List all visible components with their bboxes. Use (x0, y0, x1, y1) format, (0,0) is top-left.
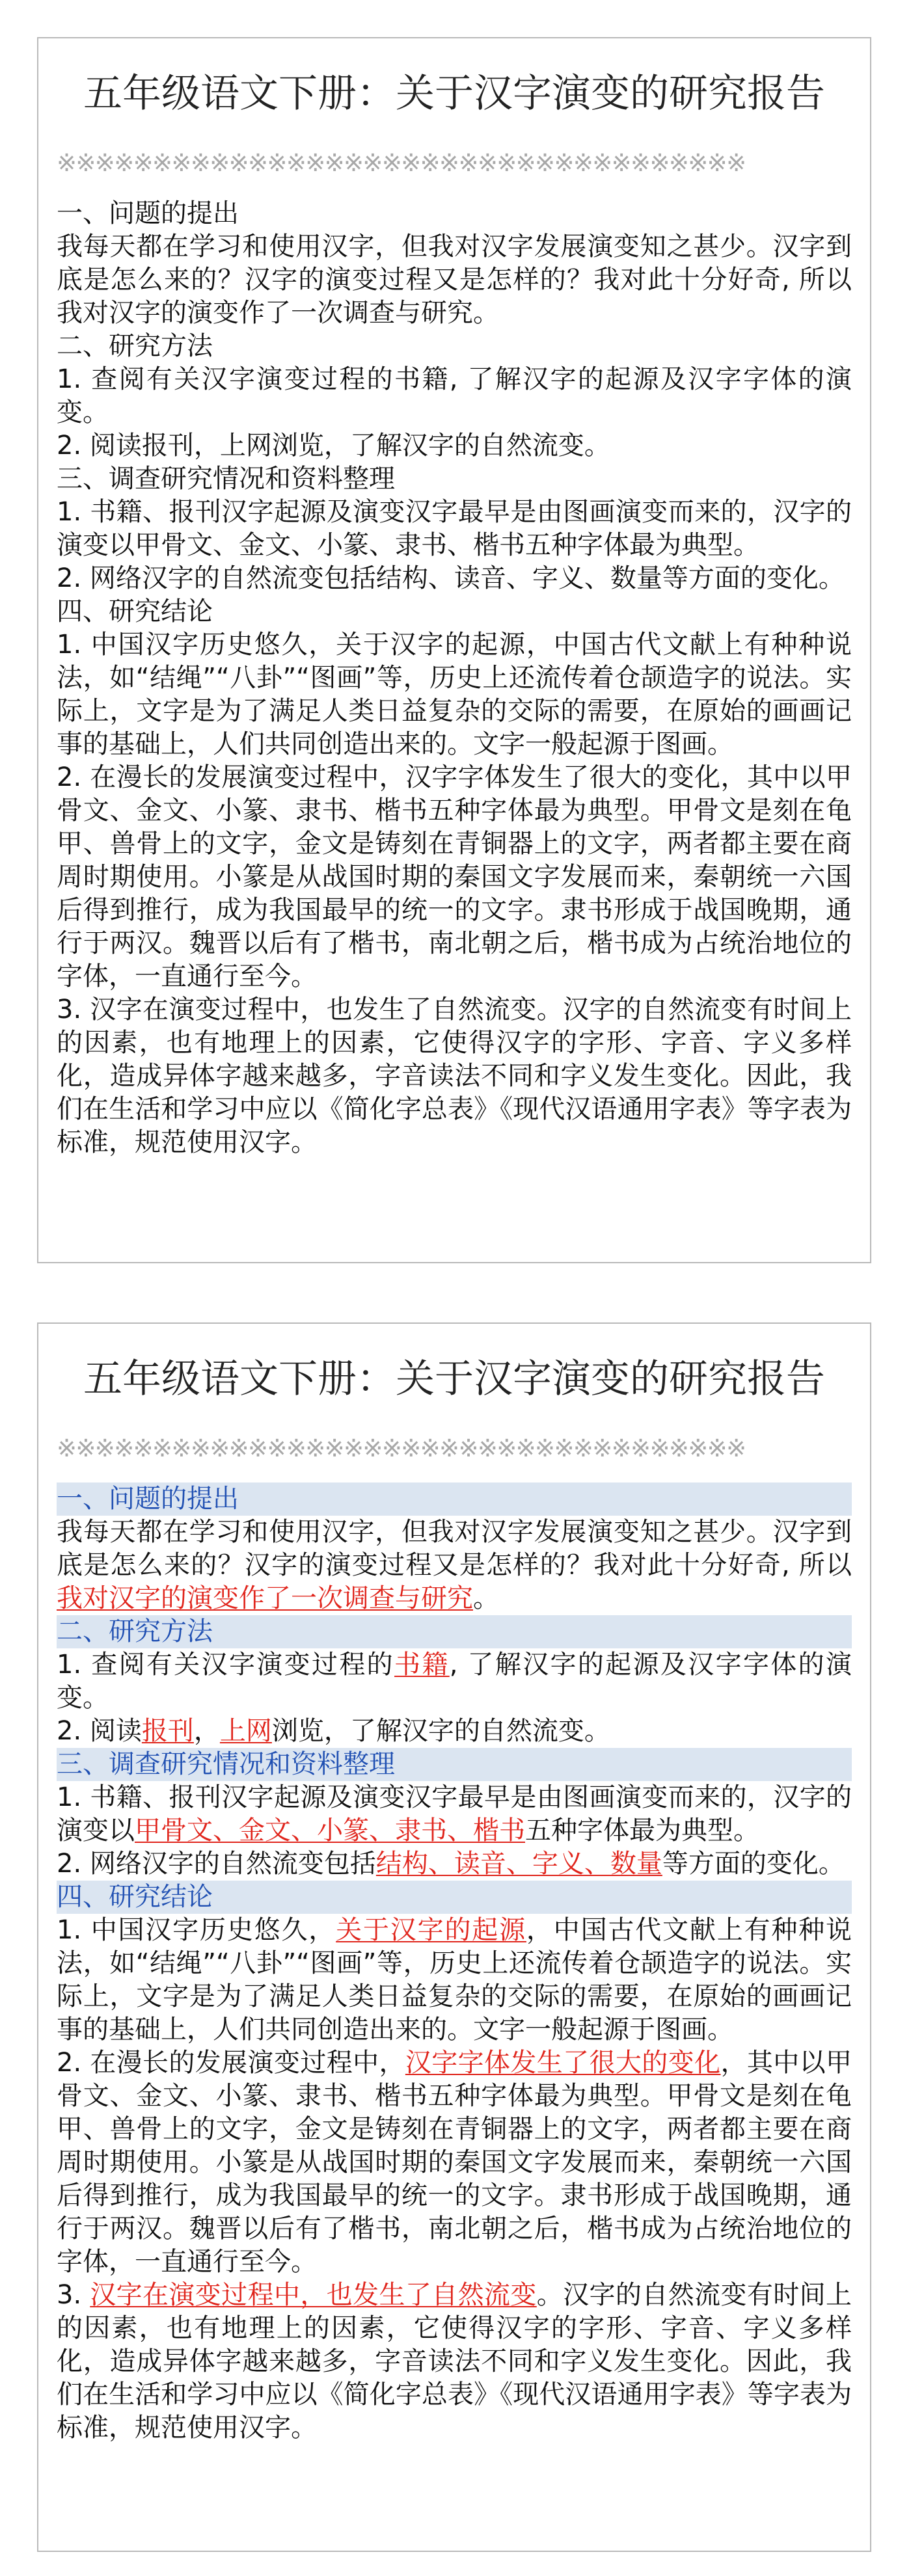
text-segment: ， (193, 1716, 220, 1746)
text-segment: 关于汉字的起源 (336, 630, 526, 660)
annotated-key-phrase: 甲骨文、金文、小篆、隶书、楷书 (135, 1816, 525, 1845)
text-segment: ，中国古代文献上有种种说法，如“结绳”“八卦”“图画”等，历史上还流传着仓颉造字的说法。实际上，文字是为了满足人类日益复杂的交际的需要，在原始的画画记事的基础上，人们共同创造出来的。文字一般起源于图画。 (57, 630, 852, 759)
text-segment: 2. 网络汉字的自然流变包括 (57, 1849, 376, 1879)
text-segment: 我对汉字的演变作了一次调查与研究 (57, 298, 473, 328)
section-4-para-2 (57, 2046, 852, 2279)
document-page-plain (37, 37, 871, 1263)
annotated-key-phrase: 我对汉字的演变作了一次调查与研究 (57, 1583, 473, 1613)
section-3-para-1 (57, 496, 852, 562)
section-heading-1: 一、问题的提出 (57, 198, 239, 228)
text-segment: 1. 中国汉字历史悠久， (57, 630, 336, 660)
text-segment: 我每天都在学习和使用汉字，但我对汉字发展演变知之甚少。汉字到底是怎么来的？汉字的演变过程又是怎样的？我对此十分好奇, 所以 (57, 1517, 852, 1580)
text-segment: 报刊 (141, 431, 194, 461)
section-heading-4: 四、研究结论 (57, 597, 213, 626)
section-2-para-1 (57, 1648, 852, 1715)
annotated-key-phrase: 汉字字体发生了很大的变化 (405, 2048, 721, 2078)
text-segment: 书籍 (394, 364, 450, 394)
section-3-para-2 (57, 1847, 852, 1881)
annotated-key-phrase: 关于汉字的起源 (336, 1915, 526, 1945)
decorative-divider: ※※※※※※※※※※※※※※※※※※※※※※※※※※※※※※※※※※※※ (57, 1434, 746, 1462)
section-heading-3-highlighted: 三、调查研究情况和资料整理 (57, 1748, 852, 1781)
text-segment: 2. 阅读 (57, 1716, 142, 1746)
section-heading-4-highlighted: 四、研究结论 (57, 1881, 852, 1914)
section-3-para-1 (57, 1781, 852, 1847)
section-4-para-3 (57, 993, 852, 1159)
text-segment: 1. 查阅有关汉字演变过程的 (57, 1650, 395, 1680)
text-segment: 2. 阅读 (57, 431, 142, 461)
document-title: 五年级语文下册：关于汉字演变的研究报告 (83, 71, 825, 116)
text-segment: 等方面的变化。 (662, 563, 845, 593)
text-segment: 1. 查阅有关汉字演变过程的 (57, 364, 395, 394)
annotated-key-phrase: 书籍 (394, 1650, 450, 1680)
report-body-annotated (57, 1483, 852, 2445)
text-segment: 2. 在漫长的发展演变过程中， (57, 2048, 405, 2078)
document-page-annotated (37, 1322, 871, 2552)
text-segment: 1. 书籍、报刊汉字起源及演变汉字最早是由图画演变而来的，汉字的演变以 (57, 1782, 852, 1845)
decorative-divider: ※※※※※※※※※※※※※※※※※※※※※※※※※※※※※※※※※※※※ (57, 149, 746, 177)
text-segment: 上网 (219, 431, 272, 461)
section-heading-2-highlighted: 二、研究方法 (57, 1615, 852, 1648)
text-segment: ， (193, 431, 220, 461)
text-segment: 。 (473, 298, 499, 328)
text-segment: 五种字体最为典型。 (525, 1816, 759, 1845)
text-segment: 2. 网络汉字的自然流变包括 (57, 563, 376, 593)
text-segment: 甲骨文、金文、小篆、隶书、楷书 (135, 530, 525, 560)
text-segment: 1. 中国汉字历史悠久， (57, 1915, 336, 1945)
text-segment: 。汉字的自然流变有时间上的因素，也有地理上的因素，它使得汉字的字形、字音、字义多样化，造成异体字越来越多，字音读法不同和字义发生变化。因此，我们在生活和学习中应以《简化字总表》《现代汉语通用字表》等字表为标准，规范使用汉字。 (57, 995, 852, 1157)
document-title: 五年级语文下册：关于汉字演变的研究报告 (83, 1356, 825, 1402)
text-segment: , 了解汉字的起源及汉字字体的演变。 (57, 364, 852, 427)
section-4-para-1 (57, 628, 852, 761)
section-3-para-2 (57, 562, 852, 595)
section-4-para-2 (57, 761, 852, 993)
text-segment: 1. 书籍、报刊汉字起源及演变汉字最早是由图画演变而来的，汉字的演变以 (57, 497, 852, 560)
text-segment: 2. 在漫长的发展演变过程中， (57, 762, 405, 792)
text-segment: 汉字字体发生了很大的变化 (405, 762, 721, 792)
section-4-para-1 (57, 1914, 852, 2046)
text-segment: 结构、读音、字义、数量 (375, 563, 662, 593)
text-segment: 。汉字的自然流变有时间上的因素，也有地理上的因素，它使得汉字的字形、字音、字义多样化，造成异体字越来越多，字音读法不同和字义发生变化。因此，我们在生活和学习中应以《简化字总表》《现代汉语通用字表》等字表为标准，规范使用汉字。 (57, 2280, 852, 2443)
annotated-key-phrase: 上网 (219, 1716, 272, 1746)
text-segment: 五种字体最为典型。 (525, 530, 759, 560)
section-heading-3: 三、调查研究情况和资料整理 (57, 464, 395, 494)
section-2-para-2 (57, 1715, 852, 1748)
text-segment: 浏览，了解汉字的自然流变。 (271, 431, 610, 461)
section-2-para-1 (57, 363, 852, 429)
section-4-para-3 (57, 2279, 852, 2445)
text-segment: ，其中以甲骨文、金文、小篆、隶书、楷书五种字体最为典型。甲骨文是刻在龟甲、兽骨上的文字，金文是铸刻在青铜器上的文字，两者都主要在商周时期使用。小篆是从战国时期的秦国文字发展而来，秦朝统一六国后得到推行，成为我国最早的统一的文字。隶书形成于战国晚期，通行于两汉。魏晋以后有了楷书，南北朝之后，楷书成为占统治地位的字体，一直通行至今。 (57, 762, 852, 991)
text-segment: 等方面的变化。 (662, 1849, 845, 1879)
text-segment: 。 (473, 1583, 499, 1613)
section-1-para-1 (57, 230, 852, 330)
text-segment: 浏览，了解汉字的自然流变。 (271, 1716, 610, 1746)
section-1-para-1 (57, 1516, 852, 1615)
section-heading-1-highlighted: 一、问题的提出 (57, 1483, 852, 1516)
annotated-key-phrase: 汉字在演变过程中，也发生了自然流变 (90, 2280, 537, 2310)
text-segment: 3. (57, 995, 90, 1025)
text-segment: 我每天都在学习和使用汉字，但我对汉字发展演变知之甚少。汉字到底是怎么来的？汉字的演变过程又是怎样的？我对此十分好奇, 所以 (57, 232, 852, 295)
section-2-para-2 (57, 429, 852, 463)
report-body (57, 197, 852, 1159)
text-segment: 3. (57, 2280, 90, 2310)
annotated-key-phrase: 结构、读音、字义、数量 (375, 1849, 662, 1879)
annotated-key-phrase: 报刊 (141, 1716, 194, 1746)
text-segment: ，中国古代文献上有种种说法，如“结绳”“八卦”“图画”等，历史上还流传着仓颉造字的说法。实际上，文字是为了满足人类日益复杂的交际的需要，在原始的画画记事的基础上，人们共同创造出来的。文字一般起源于图画。 (57, 1915, 852, 2045)
section-heading-2: 二、研究方法 (57, 331, 213, 361)
text-segment: , 了解汉字的起源及汉字字体的演变。 (57, 1650, 852, 1713)
text-segment: 汉字在演变过程中，也发生了自然流变 (90, 995, 537, 1025)
text-segment: ，其中以甲骨文、金文、小篆、隶书、楷书五种字体最为典型。甲骨文是刻在龟甲、兽骨上的文字，金文是铸刻在青铜器上的文字，两者都主要在商周时期使用。小篆是从战国时期的秦国文字发展而来，秦朝统一六国后得到推行，成为我国最早的统一的文字。隶书形成于战国晚期，通行于两汉。魏晋以后有了楷书，南北朝之后，楷书成为占统治地位的字体，一直通行至今。 (57, 2048, 852, 2277)
